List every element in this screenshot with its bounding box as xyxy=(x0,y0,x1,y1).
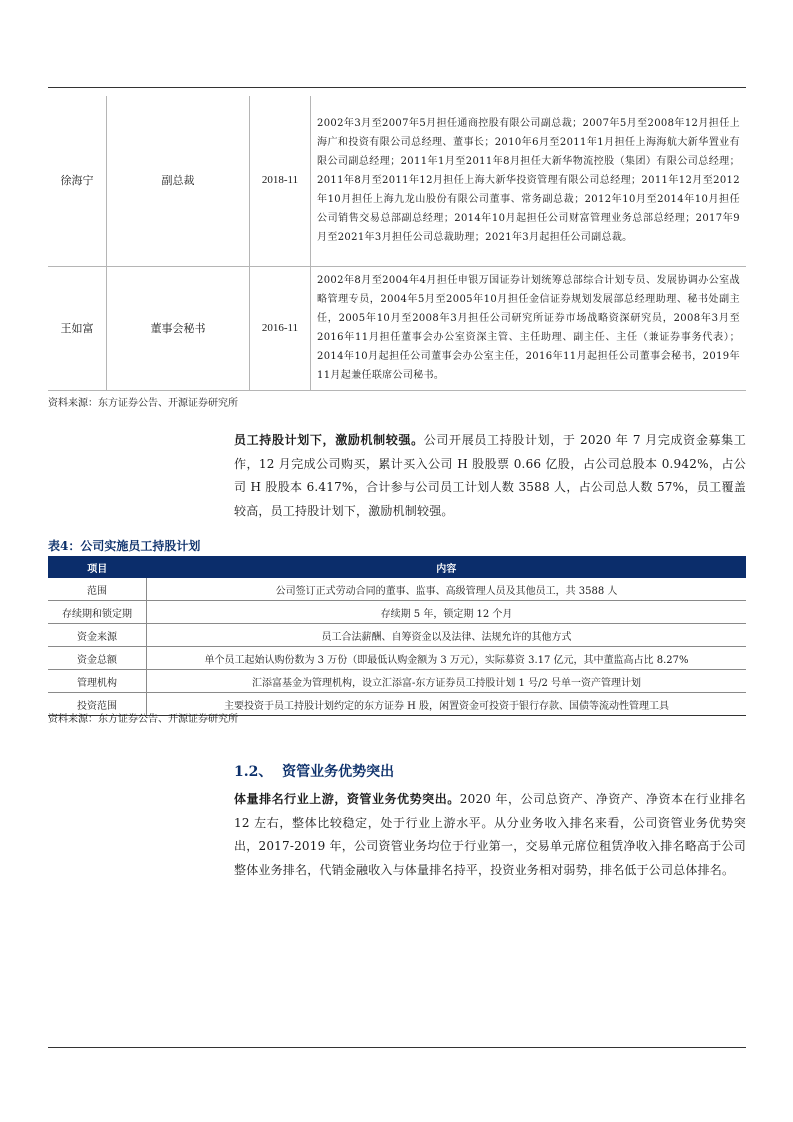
row-key: 资金来源 xyxy=(48,624,147,647)
exec-date: 2016-11 xyxy=(250,266,311,390)
paragraph-lead: 员工持股计划下，激励机制较强。 xyxy=(234,433,424,447)
exec-name: 王如富 xyxy=(48,266,107,390)
paragraph-body: 公司开展员工持股计划，于 2020 年 7 月完成资金募集工作，12 月完成公司购买，累计买入公司 H 股股票 0.66 亿股，占公司总股本 0.942%，占公司 H 股股本 6.417%，合计参与公司员工计划人数 3588 人，占公司总人数 57%，员工覆盖较高，员工持股计划下，激励机制较强。 xyxy=(234,433,746,518)
exec-date: 2018-11 xyxy=(250,96,311,266)
column-header: 项目 xyxy=(48,556,147,578)
exec-bio: 2002年8月至2004年4月担任申银万国证券计划统筹总部综合计划专员、发展协调办公室战略管理专员，2004年5月至2005年10月担任金信证券规划发展部总经理助理、秘书处副主任，2005年10月至2008年3月担任公司研究所证券市场战略资深研究员，2008年3月至2016年11月担任董事会办公室资深主管、主任助理、副主任、主任（兼证券事务代表）；2014年10月起担任公司董事会办公室主任，2016年11月起担任公司董事会秘书，2019年11月起兼任联席公司秘书。 xyxy=(311,266,747,390)
row-key: 范围 xyxy=(48,578,147,601)
stock-plan-table xyxy=(48,556,746,716)
row-key: 资金总额 xyxy=(48,647,147,670)
table-row xyxy=(48,624,746,647)
paragraph-asset-management xyxy=(234,788,746,882)
table-title: 表4：公司实施员工持股计划 xyxy=(48,539,201,553)
paragraph-employee-stock xyxy=(234,429,746,523)
exec-title: 董事会秘书 xyxy=(107,266,250,390)
row-value: 汇添富基金为管理机构，设立汇添富-东方证券员工持股计划 1 号/2 号单一资产管理计划 xyxy=(147,670,747,693)
table-row xyxy=(48,266,746,390)
section-title: 资管业务优势突出 xyxy=(282,764,395,780)
footer-rule xyxy=(48,1047,746,1048)
row-value: 单个员工起始认购份数为 3 万份（即最低认购金额为 3 万元），实际募资 3.17 亿元，其中董监高占比 8.27% xyxy=(147,647,747,670)
table-row xyxy=(48,647,746,670)
table-row xyxy=(48,96,746,266)
paragraph-lead: 体量排名行业上游，资管业务优势突出。 xyxy=(234,792,460,806)
row-value: 公司签订正式劳动合同的董事、监事、高级管理人员及其他员工，共 3588 人 xyxy=(147,578,747,601)
exec-bio: 2002年3月至2007年5月担任通商控股有限公司副总裁；2007年5月至2008年12月担任上海广和投资有限公司总经理、董事长；2010年6月至2011年1月担任上海海航大新华置业有限公司副总经理；2011年1月至2011年8月担任大新华物流控股（集团）有限公司总经理；2011年8月至2011年12月担任上海大新华投资管理有限公司总经理；2011年12月至2012年10月担任上海九龙山股份有限公司董事、常务副总裁；2012年10月至2014年10月担任公司销售交易总部副总经理；2014年10月起担任公司财富管理业务总部总经理；2017年9月至2021年3月担任公司总裁助理；2021年3月起担任公司副总裁。 xyxy=(311,96,747,266)
table-row xyxy=(48,578,746,601)
table-row xyxy=(48,601,746,624)
paragraph-body: 2020 年，公司总资产、净资产、净资本在行业排名 12 左右，整体比较稳定，处于行业上游水平。从分业务收入排名来看，公司资管业务优势突出，2017-2019 年，公司资管业务均位于行业第一，交易单元席位租赁净收入排名略高于公司整体业务排名，代销金融收入与体量排名持平，投资业务相对弱势，排名低于公司总体排名。 xyxy=(234,792,746,877)
exec-title: 副总裁 xyxy=(107,96,250,266)
row-key: 管理机构 xyxy=(48,670,147,693)
header-rule xyxy=(48,87,746,88)
row-value: 员工合法薪酬、自筹资金以及法律、法规允许的其他方式 xyxy=(147,624,747,647)
table-header-row xyxy=(48,556,746,578)
source-note: 资料来源：东方证券公告、开源证券研究所 xyxy=(48,714,238,725)
row-value: 存续期 5 年，锁定期 12 个月 xyxy=(147,601,747,624)
section-number: 1.2、 xyxy=(234,764,273,780)
column-header: 内容 xyxy=(147,556,747,578)
executive-table xyxy=(48,96,746,391)
section-heading xyxy=(234,761,394,781)
row-value: 主要投资于员工持股计划约定的东方证券 H 股，闲置资金可投资于银行存款、国债等流动性管理工具 xyxy=(147,693,747,716)
row-key: 投资范围 xyxy=(48,693,147,716)
exec-name: 徐海宁 xyxy=(48,96,107,266)
source-note: 资料来源：东方证券公告、开源证券研究所 xyxy=(48,398,238,409)
row-key: 存续期和锁定期 xyxy=(48,601,147,624)
table-row xyxy=(48,670,746,693)
